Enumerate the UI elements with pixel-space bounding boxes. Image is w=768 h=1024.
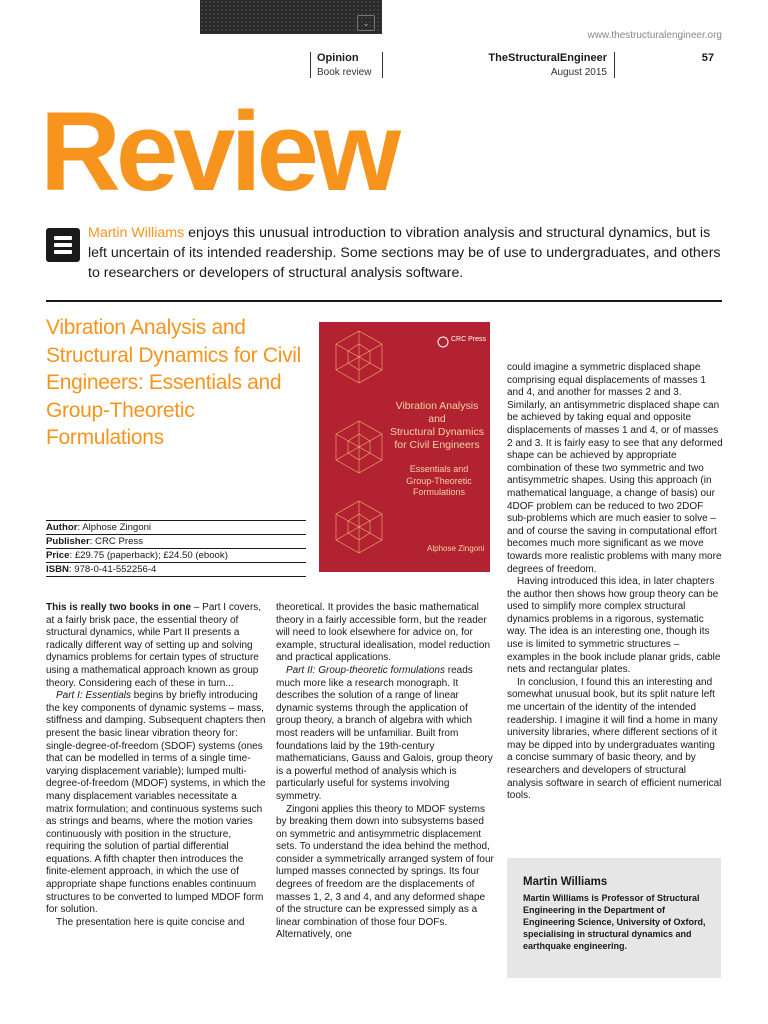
- section-label: Opinion: [317, 52, 359, 64]
- header-divider: [614, 52, 615, 78]
- book-title: Vibration Analysis and Structural Dynamics for Civil Engineers: Essentials and Group-Theoretic Formulations: [46, 316, 302, 449]
- author-bio-box: [507, 858, 721, 978]
- header-divider: [310, 52, 311, 78]
- intro-author: Martin Williams: [88, 225, 185, 241]
- paragraph: Zingoni applies this theory to MDOF systems by breaking them down into subsystems based on symmetric and antisymmetric displacement sets. To understand the idea behind the method, consider a symmetrically arranged system of four lumped masses connected by springs. Its four degrees of freedom are the displacements of masses 1, 2, 3 and 4, and any deformed shape of the structure can be expressed simply as a linear combination of those four DOFs. Alternatively, one: [276, 803, 494, 941]
- paragraph: The presentation here is quite concise and: [56, 916, 245, 928]
- chevron-down-icon[interactable]: ⌄: [357, 15, 375, 31]
- cover-author: Alphose Zingoni: [427, 544, 485, 553]
- intro-standfirst: [88, 223, 728, 283]
- paragraph: could imagine a symmetric displaced shape comprising equal displacements of masses 1 and 4, and another for masses 2 and 3. Similarly, an antisymmetric displaced shape can be achieved by taking equal and opposite displacements of masses 1 and 4, or of masses 2 and 3. It is fairly easy to see that any deformed shape can be achieved by appropriate combination of these two symmetric and two antisymmetric shapes. Using this approach (in mathematical language, a change of basis) our 4DOF problem can be reduced to two 2DOF sub-problems which are much easier to solve – and of course the saving in computational effort becomes much more significant as we move towards more realistic problems with many more degrees of freedom.: [507, 362, 723, 575]
- paragraph: Part I: Essentials begins by briefly introducing the key components of dynamic systems – mass, stiffness and damping. Subsequent chapters then present the basic linear vibration theory for: single-degree-of-freedom (SDOF) systems (ones that can be modelled in terms of a single time-varying displacement variable); lumped multi-degree-of-freedom (MDOF) systems, in which the many displacement variables necessitate a matrix formulation; and continuous systems such as strings and beams, where the motion varies continuously with position in the structure, requiring the solution of partial differential equations. A fifth chapter then introduces the finite-element approach, in which the use of appropriate shape functions enables continuum structures to be converted to lumped MDOF form for solution.: [46, 690, 266, 916]
- bio-name: Martin Williams: [523, 876, 608, 888]
- intro-text: enjoys this unusual introduction to vibration analysis and structural dynamics, but is left uncertain of its intended readership. Some sections may be of use to undergraduates, and others to researchers or developers of structural analysis software.: [88, 225, 721, 281]
- meta-row: Publisher: CRC Press: [46, 534, 306, 548]
- page-title: Review: [40, 89, 396, 214]
- paragraph: Part II: Group-theoretic formulations reads much more like a research monograph. It describes the solution of a range of linear dynamic systems through the application of group theory, a branch of algebra with which most readers will be unfamiliar. Built from foundations laid by the 19th-century mathematicians, Gauss and Galois, group theory is a powerful method of analysis which is particularly useful for systems involving symmetry.: [276, 664, 493, 802]
- meta-row: ISBN: 978-0-41-552256-4: [46, 562, 306, 577]
- body-column-2: [276, 602, 496, 942]
- cover-publisher: CRC Press: [451, 336, 487, 343]
- issue-date: August 2015: [550, 67, 607, 78]
- book-icon: [46, 228, 80, 262]
- meta-row: Author: Alphose Zingoni: [46, 520, 306, 534]
- magazine-name: TheStructuralEngineer: [488, 52, 607, 64]
- subsection-label: Book review: [317, 67, 372, 78]
- cover-subtitle: Essentials and Group-Theoretic Formulations: [406, 464, 472, 497]
- paragraph: In conclusion, I found this an interesting and somewhat unusual book, but its split nature left me uncertain of the identity of the intended readership. I imagine it will find a home in many university libraries, where different sections of it may be dipped into by undergraduates wanting a concise summary of basic theory, and by researchers and developers of structural analysis software in search of efficient numerical tools.: [507, 676, 722, 802]
- book-meta: [46, 520, 306, 577]
- top-tab: [200, 0, 382, 34]
- body-column-1: [46, 602, 266, 929]
- paragraph: Having introduced this idea, in later chapters the author then shows how group theory can be used to simplify more complex structural dynamics problems in a rigorous, systematic way. The idea is an interesting one, though its use is limited to symmetric structures – examples in the book include planar grids, cable nets and rectangular plates.: [507, 576, 721, 676]
- header-divider: [382, 52, 383, 78]
- section-rule: [46, 300, 722, 302]
- paragraph: theoretical. It provides the basic mathematical theory in a fairly accessible form, but the reader will need to look elsewhere for advice on, for example, structural idealisation, model reduction and practical applications.: [276, 602, 490, 664]
- site-url[interactable]: www.thestructuralengineer.org: [587, 30, 722, 41]
- bio-text: Martin Williams is Professor of Structural Engineering in the Department of Engineering Science, University of Oxford, specialising in structural dynamics and earthquake engineering.: [523, 893, 706, 951]
- meta-row: Price: £29.75 (paperback); £24.50 (ebook): [46, 548, 306, 562]
- page-number: 57: [701, 52, 714, 64]
- book-cover: [319, 322, 490, 572]
- body-column-3: [507, 362, 723, 803]
- paragraph: This is really two books in one – Part I covers, at a fairly brisk pace, the essential theory of structural dynamics, while Part II presents a radically different way of setting up and solving dynamics problems for certain types of structure using a mathematical approach known as group theory. Considering each of these in turn...: [46, 602, 262, 689]
- cover-title: Vibration Analysis and Structural Dynamics for Civil Engineers: [390, 400, 484, 451]
